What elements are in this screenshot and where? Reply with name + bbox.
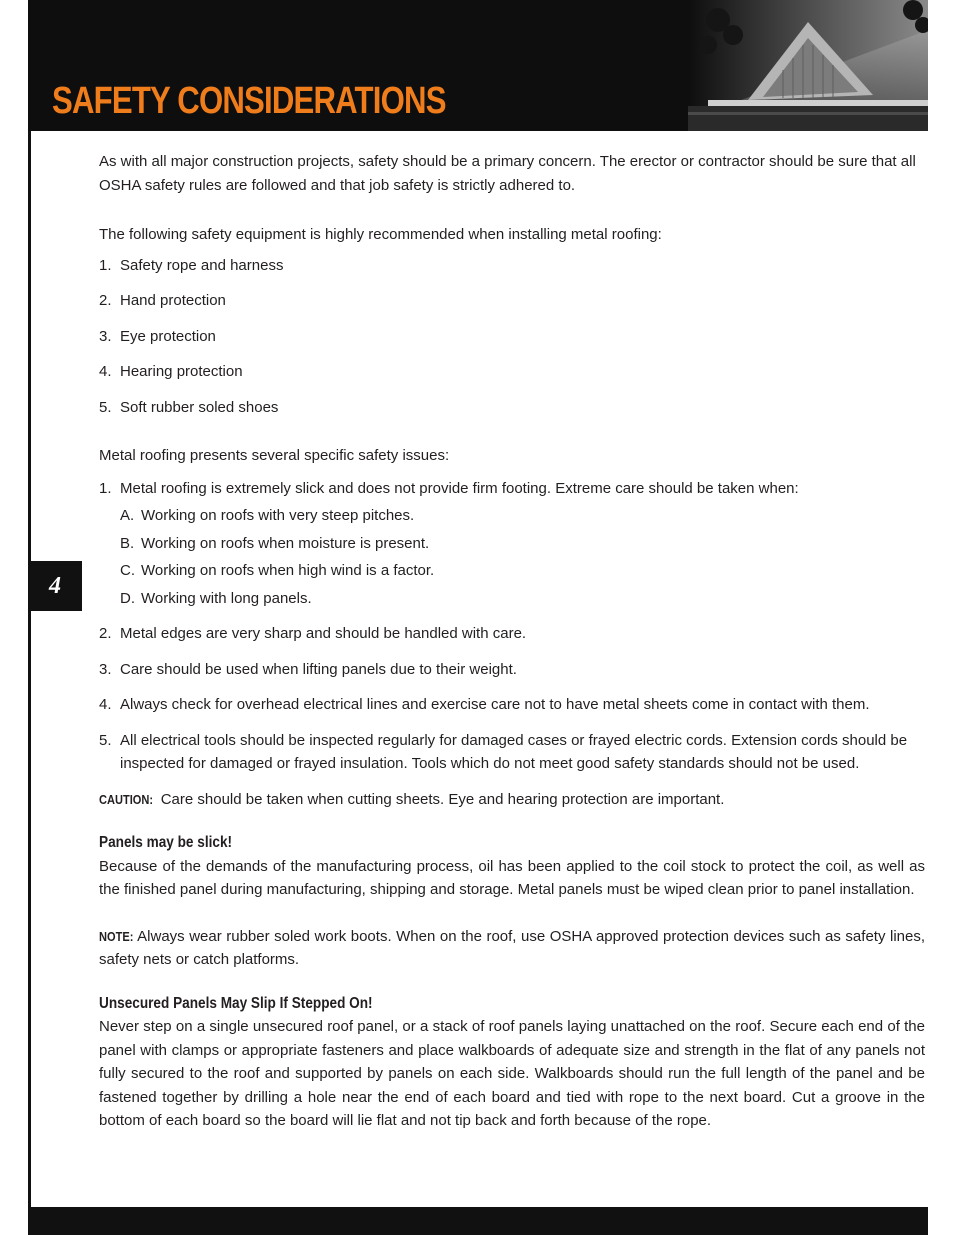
sub-list-item: B. Working on roofs when moisture is present. [120, 534, 430, 552]
list-item: 2. Metal edges are very sharp and should be handled with care. [99, 625, 527, 642]
page-number-tab: 4 [28, 561, 82, 611]
sub-list-item: C. Working on roofs when high wind is a factor. [120, 562, 435, 579]
slick-section [99, 831, 925, 902]
roof-photo [688, 0, 928, 131]
list-item: 5. All electrical tools should be inspected regularly for damaged cases or frayed electric cords. Extension cords should be inspected for damaged or frayed insulation. Tools which do not meet good safety standards should not be used. [99, 731, 908, 772]
sub-list-item: A. Working on roofs with very steep pitches. [120, 507, 415, 524]
unsecured-body: Never step on a single unsecured roof panel, or a stack of roof panels laying unattached on the roof. Secure each end of the panel with clamps or appropriate fasteners and place walkboards of adequate size and strength in the flat of any panels not fully secured to the roof and supported by panels on each side. Walkboards should run the full length of the panel and be fastened together by drilling a hole near the end of each board and tied with rope to the next board. Cut a groove in the bottom of each board so the board will lie flat and not tip back and forth because of the rope. [99, 1018, 925, 1129]
slick-body: Because of the demands of the manufacturing process, oil has been applied to the coil stock to protect the coil, as well as the finished panel during manufacturing, shipping and storage. Metal panels must be wiped clean prior to panel installation. [99, 857, 925, 898]
page-title: SAFETY CONSIDERATIONS [52, 80, 446, 122]
note-paragraph: NOTE: Always wear rubber soled work boots. When on the roof, use OSHA approved protection devices such as safety lines, safety nets or catch platforms. [99, 925, 925, 972]
issues-lead: Metal roofing presents several specific safety issues: [99, 447, 450, 464]
main-content [99, 150, 925, 1133]
left-margin-rule [28, 0, 31, 1235]
list-item: 1. Safety rope and harness [99, 256, 284, 274]
list-item: 3. Care should be used when lifting panels due to their weight. [99, 660, 517, 678]
sub-list-item: D. Working with long panels. [120, 589, 312, 607]
list-item: 4. Hearing protection [99, 363, 243, 380]
slick-heading: Panels may be slick! [99, 834, 233, 851]
issues-list [99, 477, 925, 776]
unsecured-section [99, 992, 925, 1133]
list-item: 1. Metal roofing is extremely slick and does not provide firm footing. Extreme care should be taken when: [99, 479, 799, 497]
list-item: 4. Always check for overhead electrical lines and exercise care not to have metal sheets come in contact with them. [99, 696, 870, 713]
list-item: 2. Hand protection [99, 292, 226, 309]
equipment-list [99, 254, 925, 420]
list-item: 3. Eye protection [99, 327, 216, 345]
caution-label: CAUTION: [99, 791, 154, 807]
footer-bar [28, 1207, 928, 1235]
equipment-lead: The following safety equipment is highly recommended when installing metal roofing: [99, 226, 662, 243]
unsecured-heading: Unsecured Panels May Slip If Stepped On! [99, 994, 373, 1012]
intro-paragraph: As with all major construction projects, safety should be a primary concern. The erector or contractor should be sure that all OSHA safety rules are followed and that job safety is strictly adhered to. [99, 153, 916, 194]
list-item: 5. Soft rubber soled shoes [99, 398, 279, 416]
caution-note: CAUTION: Care should be taken when cutting sheets. Eye and hearing protection are important. [99, 788, 925, 812]
page-header [28, 0, 928, 131]
note-label: NOTE: [99, 928, 134, 944]
